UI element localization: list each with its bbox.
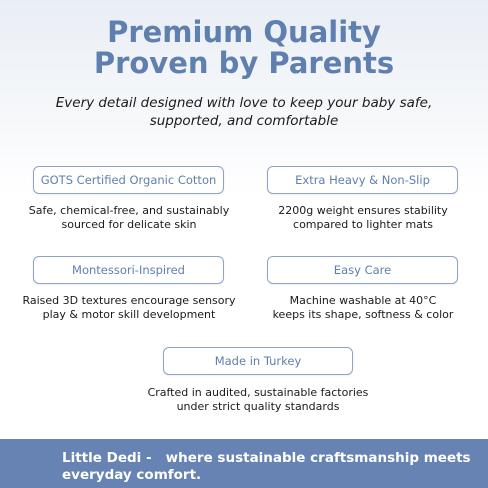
footer-tagline-line-2: everyday comfort. <box>62 467 202 483</box>
heading-line-1: Premium Quality <box>107 15 381 49</box>
footer-tagline-line-1: Little Dedi - where sustainable craftsmanship meets <box>62 450 471 466</box>
feature-desc-line-1: Machine washable at 40°C <box>289 294 437 307</box>
subtitle-line-1: Every detail designed with love to keep your baby safe, <box>55 95 433 111</box>
feature-badge-organic-cotton: GOTS Certified Organic Cotton <box>33 166 224 194</box>
heading-line-2: Proven by Parents <box>93 46 395 80</box>
feature-desc-line-1: Safe, chemical-free, and sustainably <box>28 204 230 217</box>
feature-badge-non-slip: Extra Heavy & Non-Slip <box>267 166 458 194</box>
feature-badge-made-in-turkey: Made in Turkey <box>163 347 353 375</box>
footer-banner <box>0 439 488 488</box>
subtitle-line-2: supported, and comfortable <box>149 113 339 129</box>
feature-badge-montessori: Montessori-Inspired <box>33 256 224 284</box>
feature-desc-line-1: Crafted in audited, sustainable factories <box>147 386 369 399</box>
feature-badge-easy-care: Easy Care <box>267 256 458 284</box>
feature-desc-line-2: compared to lighter mats <box>293 218 433 231</box>
feature-desc-line-2: keeps its shape, softness & color <box>272 308 454 321</box>
feature-desc-line-2: under strict quality standards <box>176 400 340 413</box>
feature-desc-line-2: play & motor skill development <box>42 308 216 321</box>
feature-desc-line-1: 2200g weight ensures stability <box>278 204 448 217</box>
feature-desc-line-2: sourced for delicate skin <box>61 218 197 231</box>
feature-desc-line-1: Raised 3D textures encourage sensory <box>22 294 236 307</box>
